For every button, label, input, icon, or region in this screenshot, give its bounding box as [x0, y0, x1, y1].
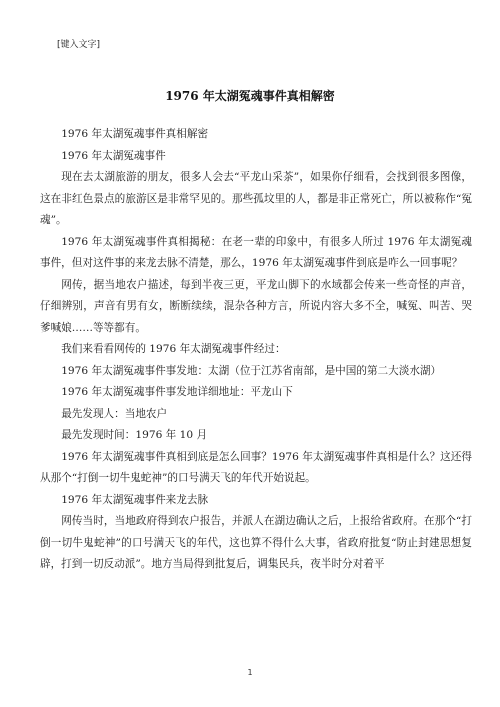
header-placeholder-text: [键入文字] [57, 40, 101, 50]
document-body [40, 124, 472, 576]
paragraph-intro: 现在去太湖旅游的朋友，很多人会去“平龙山采茶”，如果你仔细看，会找到很多图像，这在非红色景点的旅游区是非常罕见的。那些孤坟里的人，都是非正常死亡，所以被称作“冤魂”。 [40, 171, 472, 226]
document-title: 1976 年太湖冤魂事件真相解密 [165, 89, 335, 103]
paragraph-address: 1976 年太湖冤魂事件事发地详细地址：平龙山下 [61, 386, 293, 398]
paragraph-subtitle: 1976 年太湖冤魂事件真相解密 [61, 128, 209, 140]
paragraph-question: 1976 年太湖冤魂事件真相到底是怎么回事？1976 年太湖冤魂事件真相是什么？这还得从那个“打倒一切牛鬼蛇神”的口号满天飞的年代开始说起。 [40, 450, 472, 484]
paragraph-origin: 网传当时，当地政府得到农户报告，并派人在湖边确认之后，上报给省政府。在那个“打倒一切牛鬼蛇神”的口号满天飞的年代，这也算不得什么大事，省政府批复“防止封建思想复辟，打到一切反动派”。地方当局得到批复后，调集民兵，夜半时分对着平 [40, 515, 472, 570]
paragraph-section-heading: 1976 年太湖冤魂事件 [61, 149, 166, 162]
paragraph-discovery-time: 最先发现时间：1976 年 10 月 [61, 429, 208, 441]
paragraph-origin-heading: 1976 年太湖冤魂事件来龙去脉 [61, 493, 209, 506]
paragraph-discoverer: 最先发现人：当地农户 [61, 407, 168, 420]
paragraph-rumor: 网传，据当地农户描述，每到半夜三更，平龙山脚下的水域都会传来一些奇怪的声音，仔细辨别，声音有男有女，断断续续，混杂各种方言，所说内容大多不全，喊冤、叫苦、哭爹喊娘……等等都有。 [40, 278, 472, 334]
paragraph-reveal: 1976 年太湖冤魂事件真相揭秘：在老一辈的印象中，有很多人所过 1976 年太湖冤魂事件，但对这件事的来龙去脉不清楚，那么，1976 年太湖冤魂事件到底是咋么一回事呢？ [40, 235, 472, 269]
paragraph-course-intro: 我们来看看网传的 1976 年太湖冤魂事件经过： [61, 343, 286, 355]
paragraph-location: 1976 年太湖冤魂事件事发地：太湖（位于江苏省南部，是中国的第二大淡水湖） [61, 364, 442, 377]
page-number: 1 [247, 668, 253, 677]
